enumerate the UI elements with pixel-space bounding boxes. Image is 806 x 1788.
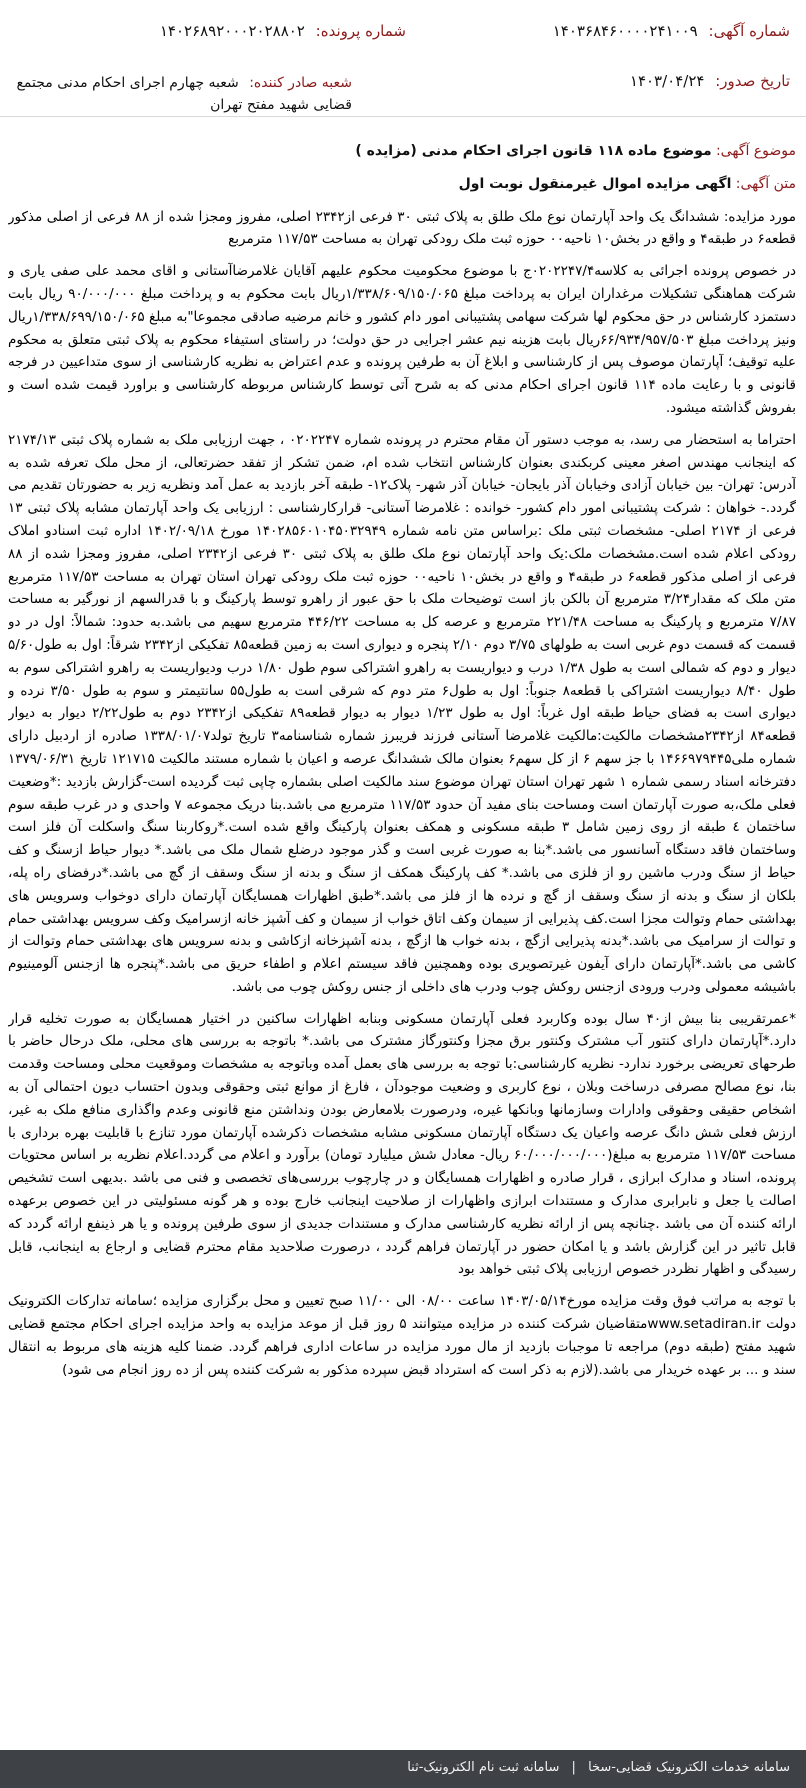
paragraph-expert-report: احتراما به استحضار می رسد، به موجب دستور آن مقام محترم در پرونده شماره ۰۲۰۲۲۴۷ ، جهت ارزیابی ملک به شماره پلاک ثبتی ۲۱۷۴/۱۳ که اینجانب مهندس اصغر معینی کربکندی بعنوان کارشناس انتخاب شده ام، ضمن تشکر از تفقد حضرتعالی، از محل ملک تعرفه شده به آدرس: تهران- بین خیابان آزادی وخیابان آذر بایجان- خیابان آذر شهر- پلاک۱۲- طبقه آخر بازدید به عمل آمد ونظریه زیر به حضورتان تقدیم می گردد.- خواهان : شرکت پشتیبانی امور دام کشور- خوانده : غلامرضا آستانی- قرارکارشناسی : ارزیابی یک واحد آپارتمان مشابه پلاک ثبتی ۱۳ فرعی از ۲۱۷۴ اصلی- مشخصات ثبتی ملک :براساس متن نامه شماره ۱۴۰۲۸۵۶۰۱۰۴۵۰۳۲۹۴۹ مورخ ۱۴۰۲/۰۹/۱۸ اداره ثبت اسنادو املاک رودکی اعلام شده است.مشخصات ملک:یک واحد آپارتمان نوع ملک طلق به پلاک ثبتی ۳۰ فرعی از۲۳۴۲ اصلی، مفروز ومجزا شده از ۸۸ فرعی از اصلی مذکور قطعه۶ در طبقه۴ و واقع در بخش۱۰ ناحیه۰۰ حوزه ثبت ملک رودکی تهران استان تهران به مساحت ۱۱۷/۵۳ مترمربع متن ملک که مقدار۳/۲۴ مترمربع آن بالکن باز است توضیحات ملک با حق عبور از راهرو توسط پارکینگ و با قدرالسهم از نورگیر به مساحت ۷/۸۷ مترمربع و پارکینگ به مساحت ۲۲۱/۴۸ مترمربع و عرصه کل به مساحت ۴۴۶/۲۲ مترمربع سهیم می باشد.به حدود: شمالاً: اول در دو قسمت که قسمت دوم غربی است به طولهای ۳/۷۵ دوم ۲/۱۰ پنجره و دیواری است به زمین قطعه۸۵ تفکیکی از۲۳۴۲ شرقاً: اول به طول۵/۶۰ دیوار و دوم که شمالی است به طول ۱/۳۸ درب و دیواریست به راهرو اشتراکی سوم طول ۱/۸۰ درب ودیواریست به راهرو اشتراکی سوم به طول ۸/۴۰ دیواریست اشتراکی با قطعه۸ جنوباً: اول به طول۶ متر دوم که شرقی است به طول۵۵ سانتیمتر و سوم به طول ۳/۵۰ نرده و دیواری است به فضای حیاط طبقه اول غرباً: اول به طول ۱/۲۳ دیوار به دیوار قطعه۸۹ تفکیکی از۲۳۴۲ دوم به طول۲/۲۲ دیوار به دیوار قطعه۸۴ از۲۳۴۲مشخصات مالکیت:مالکیت غلامرضا آستانی فرزند فریبرز شماره شناسنامه۳ تاریخ تولد۱۳۳۸/۰۱/۰۷ صادره از اردبیل دارای شماره ملی۱۴۶۶۹۷۹۴۴۵ با جز سهم ۶ از کل سهم۶ بعنوان مالک ششدانگ عرصه و اعیان با شماره مستند مالکیت ۱۲۱۷۱۵ تاریخ ۱۳۷۹/۰۶/۳۱ دفترخانه اسناد رسمی شماره ۱ شهر تهران استان تهران موضوع سند مالکیت اصلی بشماره چاپی ثبت گردیده است-گزارش بازدید :*وضعیت فعلی ملک،به صورت آپارتمان است ومساحت بنای مفید آن حدود ۱۱۷/۵۳ مترمربع می باشد.بنا دریک مجموعه ۷ واحدی و در غرب طبقه سوم ساختمان ٤ طبقه از روی زمین شامل ۳ طبقه مسکونی و همکف بعنوان پارکینگ واقع شده است.*روکاربنا سنگ واسکلت آن فلز است وساختمان فاقد دستگاه آسانسور می باشد.*بنا به صورت غربی است و گذر موجود درضلع شمال ملک می باشد.* دیوار حیاط ازسنگ و کف حیاط از سنگ ودرب ماشین رو از فلزی می باشد.* کف پارکینگ همکف از سنگ و بدنه از سنگ وسقف از گچ می باشد.*درفضای راه پله، بلکان از سنگ و بدنه از سنگ وسقف از گچ و نرده ها از فلز می باشد.*طبق اظهارات همسایگان آپارتمان دارای دوخواب وسرویس های بهداشتی حمام وتوالت مجزا است.کف پذیرایی از سیمان وکف اتاق خواب از سیمان و کف آشپز خانه ازسرامیک وکف سرویس بهداشتی حمام و توالت از سرامیک می باشد.*بدنه پذیرایی ازگچ ، بدنه خواب ها ازگچ ، بدنه آشپزخانه ازکاشی و بدنه سرویس های بهداشتی حمام وتوالت از کاشی می باشد.*آپارتمان دارای آیفون غیرتصویری بوده وهمچنین فاقد سیستم اعلام و اطفاء حریق می باشد.*پنجره ها ازجنس آلومینیوم باشیشه معمولی ودرب ورودی ازجنس روکش چوب ودرب های داخلی از جنس روکش چوب می باشد.: [8, 431, 796, 995]
footer-separator: |: [571, 1760, 576, 1775]
case-number-value: ۱۴۰۲۶۸۹۲۰۰۰۲۰۲۸۸۰۲: [159, 22, 305, 40]
case-number-row: [160, 22, 406, 40]
topic-value: موضوع ماده ۱۱۸ قانون اجرای احکام مدنی (مزایده ): [355, 143, 712, 159]
footer-link-sakha[interactable]: سامانه خدمات الکترونیک قضایی-سخا: [588, 1760, 790, 1775]
text-value: اگهی مزایده اموال غیرمنقول نوبت اول: [458, 175, 732, 192]
notice-body: [8, 140, 796, 1734]
issuer-value: شعبه چهارم اجرای احکام مدنی مجتمع قضایی شهید مفتح تهران: [16, 75, 352, 113]
footer-link-sana[interactable]: سامانه ثبت نام الکترونیک-ثنا: [407, 1760, 560, 1775]
paragraph-subject: مورد مزایده: ششدانگ یک واحد آپارتمان نوع ملک طلق به پلاک ثبتی ۳۰ فرعی از۲۳۴۲ اصلی، مفروز ومجزا شده از ۸۸ فرعی از اصلی مذکور قطعه۶ در طبقه۴ و واقع در بخش۱۰ ناحیه۰۰ حوزه ثبت ملک رودکی تهران به مساحت ۱۱۷/۵۳ مترمربع: [8, 208, 796, 248]
paragraph-case: در خصوص پرونده اجرائی به کلاسه۰۲۰۲۲۴۷/۴ج با موضوع محکومیت محکوم علیهم آقایان غلامرضاآستانی و اقای محمد علی صفی یاری و شرکت هماهنگی تشکیلات مرغداران ایران به پرداخت مبلغ ۱/۳۳۸/۶۰۹/۱۵۰/۰۶۵ریال بابت محکوم به و پرداخت مبلغ ۹۰/۰۰۰/۰۰۰ ریال بابت دستمزد کارشناس در حق محکوم لها شرکت سهامی پشتیبانی امور دام کشور و خانم مرضیه صادقی مجموعا"به مبلغ ۱/۳۳۸/۶۹۹/۱۵۰/۰۶۵ریال ونیز پرداخت مبلغ ۶۶/۹۳۴/۹۵۷/۵۰۳ریال بابت هزینه نیم عشر اجرایی در حق دولت؛ در راستای استیفاء محکوم به پلاک ثبتی متعلق به محکوم علیه توقیف؛ آپارتمان موصوف پس از کارشناسی و ابلاغ آن به طرفین پرونده و عدم اعتراض به نظریه کارشناسی از سوی متداعیین در فرجه قانونی و با رعایت ماده ۱۱۴ قانون اجرای احکام مدنی که به شرح آتی توسط کارشناس مربوطه کارشناسی و براورد قیمت شده است و بفروش گذاشته میشود.: [8, 263, 796, 416]
ad-number-value: ۱۴۰۳۶۸۴۶۰۰۰۰۲۴۱۰۰۹: [552, 22, 698, 40]
issue-date-value: ۱۴۰۳/۰۴/۲۴: [629, 72, 705, 90]
footer-bar: [0, 1750, 806, 1788]
text-line: [8, 173, 796, 196]
case-number-label: شماره پرونده:: [315, 22, 406, 40]
issuer-block: [12, 72, 352, 116]
issuer-label: شعبه صادر کننده:: [249, 75, 352, 91]
issue-date-row: [630, 72, 790, 90]
paragraph-auction-time: با توجه به مراتب فوق وقت مزایده مورخ۱۴۰۳/۰۵/۱۴ ساعت ۰۸/۰۰ الی ۱۱/۰۰ صبح تعیین و محل برگزاری مزایده ؛سامانه تدارکات الکترونیک دولت www.setadiran.irمتقاضیان شرکت کننده در مزایده میتوانند ۵ روز قبل از موعد مزایده به واحد مزایده اجرای احکام مجتمع قضایی شهید مفتح (طبقه دوم) مراجعه تا موجبات بازدید از مال مورد مزایده در ساعات اداری فراهم گردد. ضمنا کلیه هزینه های مربوط به انتقال سند و ... بر عهده خریدار می باشد.(لازم به ذکر است که استرداد قبض سپرده مذکور به شرکت کننده پس از ده روز انجام می شود): [8, 1293, 796, 1378]
paragraph-valuation: *عمرتقریبی بنا بیش از۴۰ سال بوده وکاربرد فعلی آپارتمان مسکونی وبنابه اظهارات ساکنین در اختیار همسایگان به صورت تخلیه قرار دارد.*آپارتمان دارای کنتور آب مشترک وکنتور برق مجزا وکنتورگاز مشترک می باشد.* باتوجه به بررسی های محلی، ملک درحال حاضر با طرحهای تعریضی برخورد ندارد- نظریه کارشناسی:با توجه به بررسی های بعمل آمده وباتوجه به مشخصات وموقعیت محلی ومساحت وقدمت بنا، نوع مصالح مصرفی درساخت وبلان ، نوع کاربری و وضعیت موجودآن ، فارغ از موانع ثبتی وحقوقی وبدون احتساب دیون احتمالی آن به اشخاص حقیقی وحقوقی وادارات وسازمانها وبانکها غیره، ودرصورت بلامعارض بودن ونداشتن منع قانونی وعدم واگذاری منافع ملک به غیر، ارزش فعلی شش دانگ عرصه واعیان یک دستگاه آپارتمان مسکونی مشابه مشخصات ذکرشده آپارتمان مورد تنازع با قابلیت بهره برداری با مساحت ۱۱۷/۵۳ مترمربع به مبلغ(۶۰/۰۰۰/۰۰۰/۰۰۰ ریال- معادل شش میلیارد تومان) برآورد و اعلام می گردد.اعلام نظریه بر اساس محتویات پرونده، اسناد و مدارک ابرازی ، قرار صادره و اظهارات همسایگان و در چارچوب بررسی‌های تخصصی و فنی می باشد .بدیهی است تشخیص اصالت یا جعل و نابرابری مدارک و مستندات ابرازی واظهارات از صلاحیت اینجانب خارج بوده و هر گونه مسئولیتی در این خصوص برعهده ارائه کننده آن می باشد .چنانچه پس از ارائه نظریه کارشناسی مدارک و مستندات جدیدی از سوی طرفین پرونده و یا هر ذینفع ارائه گردد که قابل تاثیر در این گزارش باشد و یا امکان حضور در آپارتمان فراهم گردد ، درصورت صلاحدید مقام محترم قضایی و ارجاع به اینجانب، قابل رسیدگی و اظهار نظردر خصوص ارزیابی پلاک ثبتی خواهد بود: [8, 1010, 796, 1278]
ad-number-label: شماره آگهی:: [708, 22, 790, 40]
footer-links: [407, 1760, 790, 1775]
topic-label: موضوع آگهی:: [715, 143, 796, 159]
issue-date-label: تاریخ صدور:: [715, 72, 790, 90]
notice-header: [0, 0, 806, 117]
ad-number-row: [553, 22, 790, 40]
topic-line: [8, 140, 796, 163]
text-label: متن آگهی:: [735, 175, 796, 192]
